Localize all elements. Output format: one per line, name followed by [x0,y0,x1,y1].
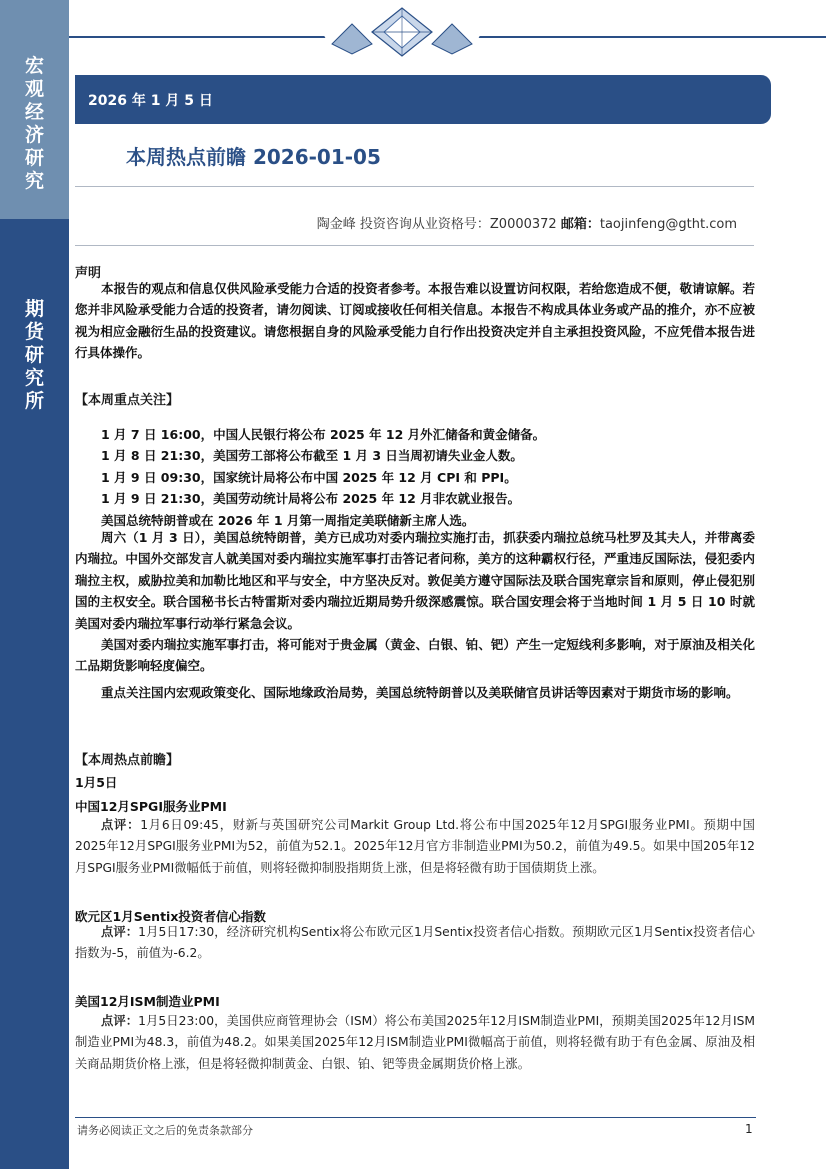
focus-item: 1 月 9 日 21:30，美国劳动统计局将公布 2025 年 12 月非农就业报告。 [101,491,521,506]
focus-paragraph: 重点关注国内宏观政策变化、国际地缘政治局势，美国总统特朗普以及美联储官员讲话等因素对于期货市场的影响。 [101,685,739,700]
sidebar-char: 货 [24,321,44,343]
page-title: 本周热点前瞻 2026-01-05 [126,145,381,169]
focus-paragraph: 周六（1 月 3 日），美国总统特朗普，美方已成功对委内瑞拉实施打击，抓获委内瑞拉总统马杜罗及其夫人，并带离委内瑞拉。中国外交部发言人就美国对委内瑞拉实施军事打击答记者问称，美方的这种霸权行径，严重违反国际法，侵犯委内瑞拉主权，威胁拉美和加勒比地区和平与安全，中方坚决反对。敦促美方遵守国际法及联合国宪章宗旨和原则，停止侵犯别国的主权安全。联合国秘书长古特雷斯对委内瑞拉近期局势升级深感震惊。联合国安理会将于当地时间 1 月 5 日 10 时就美国对委内瑞拉军事行动举行紧急会议。 [75,530,755,631]
sidebar-char: 究 [24,367,44,389]
sidebar-char: 研 [24,147,44,169]
event-title: 美国12月ISM制造业PMI [75,994,220,1009]
comment-label: 点评： [101,1014,139,1028]
comment-text: 1月5日23:00，美国供应商管理协会（ISM）将公布美国2025年12月ISM制造业PMI，预期美国2025年12月ISM制造业PMI为48.3，前值为48.2。如果美国2025年12月ISM制造业PMI微幅高于前值，则将轻微有助于有色金属、原油及相关商品期货价格上涨，但是将轻微抑制黄金、白银、铂、钯等贵金属期货价格上涨。 [75,1014,755,1071]
sidebar-label-macro [0,55,69,193]
email-label: 邮箱： [560,217,600,232]
diamond-logo-icon [322,4,482,58]
event-title: 中国12月SPGI服务业PMI [75,799,227,814]
comment-label: 点评： [101,818,141,832]
event-comment [75,1011,755,1075]
comment-text: 1月5日17:30，经济研究机构Sentix将公布欧元区1月Sentix投资者信心指数。预期欧元区1月Sentix投资者信心指数为-5，前值为-6.2。 [75,925,755,961]
page-number: 1 [745,1122,753,1136]
author-line [317,213,737,232]
focus-item: 1 月 9 日 09:30，国家统计局将公布中国 2025 年 12 月 CPI 和 PPI。 [101,470,517,485]
sidebar-char: 研 [24,344,44,366]
preview-heading: 【本周热点前瞻】 [75,753,180,768]
author-rule [75,245,754,246]
comment-label: 点评： [101,925,139,939]
statement-heading: 声明 [75,266,102,281]
statement-paragraph: 本报告的观点和信息仅供风险承受能力合适的投资者参考。本报告难以设置访问权限，若给您造成不便，敬请谅解。若您并非风险承受能力合适的投资者，请勿阅读、订阅或接收任何相关信息。本报告不构成具体业务或产品的推介，亦不应被视为相应金融衍生品的投资建议。请您根据自身的风险承受能力自行作出投资决定并自主承担投资风险，不应凭借本报告进行具体操作。 [75,281,755,361]
sidebar-char: 期 [24,298,44,320]
focus-item: 美国总统特朗普或在 2026 年 1 月第一周指定美联储新主席人选。 [101,513,475,528]
sidebar-char: 观 [24,78,44,100]
focus-item: 1 月 8 日 21:30，美国劳工部将公布截至 1 月 3 日当周初请失业金人数。 [101,448,523,463]
sidebar-label-futures [0,298,69,413]
sidebar-char: 济 [24,124,44,146]
author-email: taojinfeng@gtht.com [599,217,737,232]
focus-heading: 【本周重点关注】 [75,393,180,408]
event-comment [75,815,755,879]
sidebar-char: 经 [24,101,44,123]
focus-item: 1 月 7 日 16:00，中国人民银行将公布 2025 年 12 月外汇储备和黄金储备。 [101,427,546,442]
footer-rule [75,1117,756,1118]
footer-disclaimer: 请务必阅读正文之后的免责条款部分 [77,1124,253,1137]
comment-text: 1月6日09:45，财新与英国研究公司Markit Group Ltd.将公布中国2025年12月SPGI服务业PMI。预期中国2025年12月SPGI服务业PMI为52，前值为52.1。2025年12月官方非制造业PMI为50.2，前值为49.5。如果中国205年12月SPGI服务业PMI微幅低于前值，则将轻微抑制股指期货上涨，但是将轻微有助于国债期货上涨。 [75,818,755,875]
focus-paragraph: 美国对委内瑞拉实施军事打击，将可能对于贵金属（黄金、白银、铂、钯）产生一定短线利多影响，对于原油及相关化工品期货影响轻度偏空。 [75,637,755,674]
event-comment [75,922,755,965]
title-rule [75,186,754,187]
sidebar-char: 究 [24,170,44,192]
sidebar-char: 所 [24,390,44,412]
author-info: 陶金峰 投资咨询从业资格号：Z0000372 [316,217,561,232]
event-title: 欧元区1月Sentix投资者信心指数 [75,909,266,924]
preview-date: 1月5日 [75,775,118,790]
sidebar-char: 宏 [24,55,44,77]
report-date: 2026 年 1 月 5 日 [88,93,213,109]
